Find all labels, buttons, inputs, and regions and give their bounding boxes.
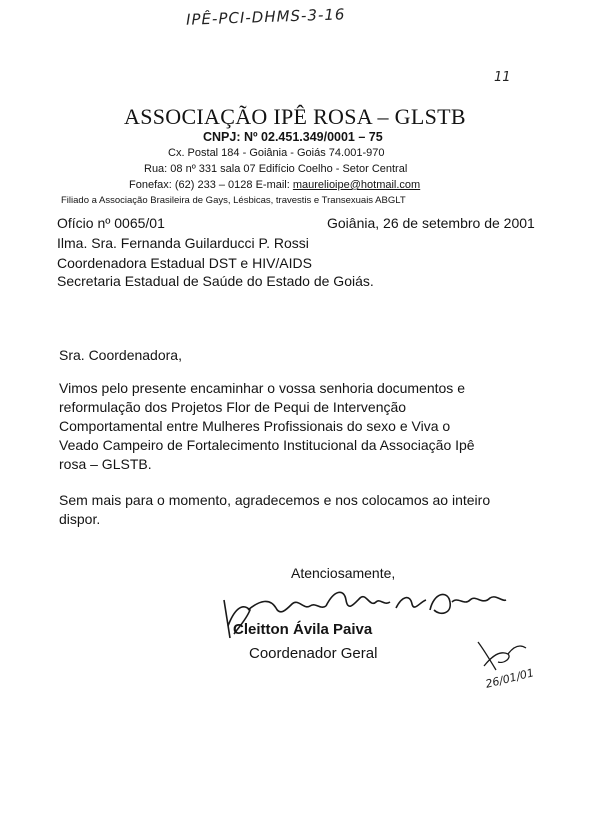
closing-phrase: Atenciosamente, — [291, 565, 396, 581]
recipient-organization: Secretaria Estadual de Saúde do Estado de Goiás. — [57, 273, 374, 289]
postal-address: Cx. Postal 184 - Goiânia - Goiás 74.001-970 — [168, 147, 385, 159]
organization-name: ASSOCIAÇÃO IPÊ ROSA – GLSTB — [124, 104, 466, 129]
recipient-name: Ilma. Sra. Fernanda Guilarducci P. Rossi — [57, 235, 309, 251]
body-paragraph-1 — [59, 379, 539, 474]
phone-label: Fonefax: (62) 233 – 0128 E-mail: — [129, 179, 293, 191]
signer-name: Cleitton Ávila Paiva — [233, 621, 373, 638]
initials-date: 26/01/01 — [484, 666, 536, 691]
street-address: Rua: 08 nº 331 sala 07 Edifício Coelho - Setor Central — [144, 163, 408, 175]
paragraph-line: rosa – GLSTB. — [59, 456, 152, 472]
paragraph-line: Vimos pelo presente encaminhar o vossa senhoria documentos e — [59, 380, 465, 396]
body-paragraph-2 — [59, 491, 539, 529]
salutation: Sra. Coordenadora, — [59, 347, 182, 363]
recipient-title: Coordenadora Estadual DST e HIV/AIDS — [57, 255, 312, 271]
paragraph-line: Veado Campeiro de Fortalecimento Institucional da Associação Ipê — [59, 437, 475, 453]
paragraph-line: dispor. — [59, 511, 101, 527]
page-number: 11 — [494, 70, 511, 85]
cnpj-number: CNPJ: Nº 02.451.349/0001 – 75 — [203, 130, 383, 144]
signer-role: Coordenador Geral — [249, 645, 378, 662]
letter-date: Goiânia, 26 de setembro de 2001 — [327, 215, 535, 231]
contact-line — [129, 179, 420, 191]
letter-reference: Ofício nº 0065/01 — [57, 215, 165, 231]
paragraph-line: Comportamental entre Mulheres Profissionais do sexo e Viva o — [59, 418, 451, 434]
paragraph-line: reformulação dos Projetos Flor de Pequi de Intervenção — [59, 399, 407, 415]
affiliation-line: Filiado a Associação Brasileira de Gays, Lésbicas, travestis e Transexuais ABGLT — [61, 195, 406, 206]
email-link[interactable]: maurelioipe@hotmail.com — [292, 179, 421, 191]
paragraph-line: Sem mais para o momento, agradecemos e nos colocamos ao inteiro — [59, 492, 491, 508]
handwritten-reference-stamp: IPÊ-PCI-DHMS-3-16 — [185, 5, 346, 29]
